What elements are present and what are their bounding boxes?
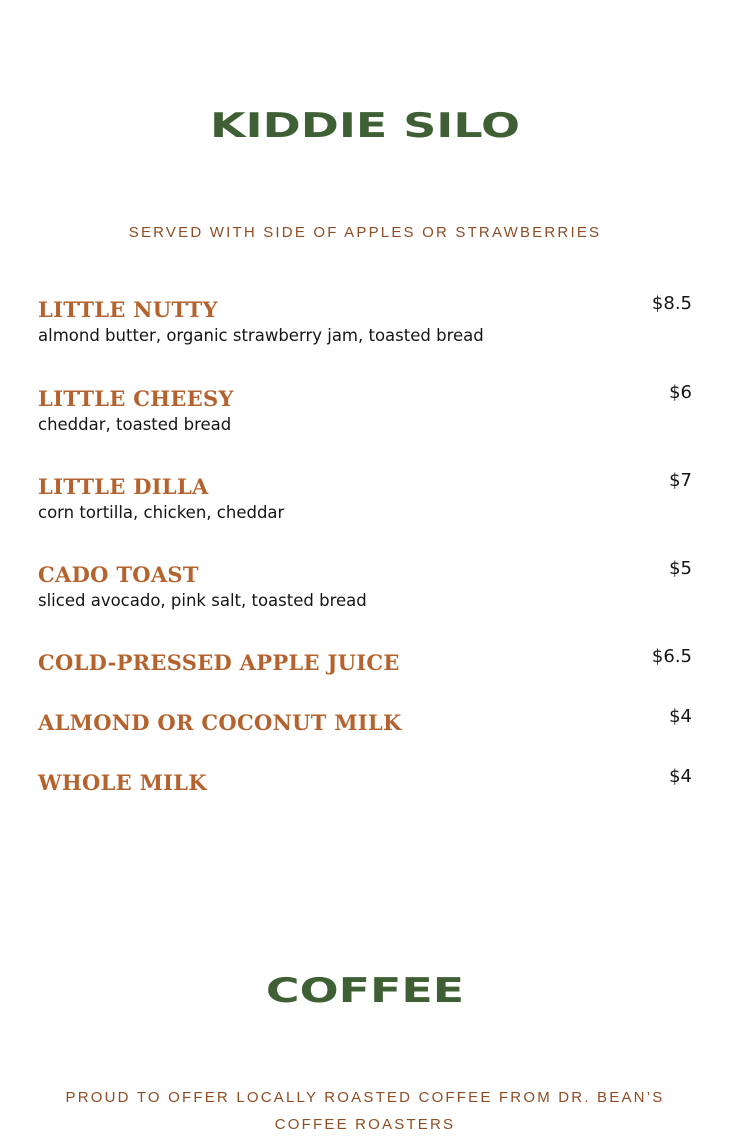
item-name: LITTLE CHEESY <box>38 386 234 411</box>
item-name: LITTLE DILLA <box>38 474 209 499</box>
menu-item-almond-coconut-milk <box>38 706 692 736</box>
item-price: $4 <box>669 706 692 727</box>
item-description: corn tortilla, chicken, cheddar <box>38 503 285 522</box>
menu-item-whole-milk <box>38 766 692 796</box>
item-price: $7 <box>669 470 692 491</box>
item-price: $8.5 <box>651 293 692 314</box>
item-name: CADO TOAST <box>38 562 199 587</box>
item-name: ALMOND OR COCONUT MILK <box>38 710 402 735</box>
item-price: $6 <box>669 382 692 403</box>
kiddie-silo-title: KIDDIE SILO <box>209 106 521 146</box>
menu-item-apple-juice <box>38 646 692 676</box>
item-price: $4 <box>669 766 692 787</box>
coffee-subtitle: PROUD TO OFFER LOCALLY ROASTED COFFEE FROM DR. BEAN’S COFFEE ROASTERS <box>65 1089 665 1133</box>
item-price: $5 <box>669 558 692 579</box>
menu-item-little-dilla <box>38 470 692 524</box>
item-price: $6.5 <box>651 646 692 667</box>
item-name: COLD-PRESSED APPLE JUICE <box>38 650 400 675</box>
menu-item-cado-toast <box>38 558 692 612</box>
item-name: LITTLE NUTTY <box>38 297 218 322</box>
item-name: WHOLE MILK <box>38 770 207 795</box>
menu-item-little-nutty <box>38 293 692 347</box>
item-description: sliced avocado, pink salt, toasted bread <box>38 591 367 610</box>
kiddie-silo-subtitle: SERVED WITH SIDE OF APPLES OR STRAWBERRIES <box>128 224 602 241</box>
menu-item-little-cheesy <box>38 382 692 436</box>
item-description: almond butter, organic strawberry jam, toasted bread <box>38 326 484 345</box>
coffee-title: COFFEE <box>265 971 465 1011</box>
item-description: cheddar, toasted bread <box>38 415 232 434</box>
